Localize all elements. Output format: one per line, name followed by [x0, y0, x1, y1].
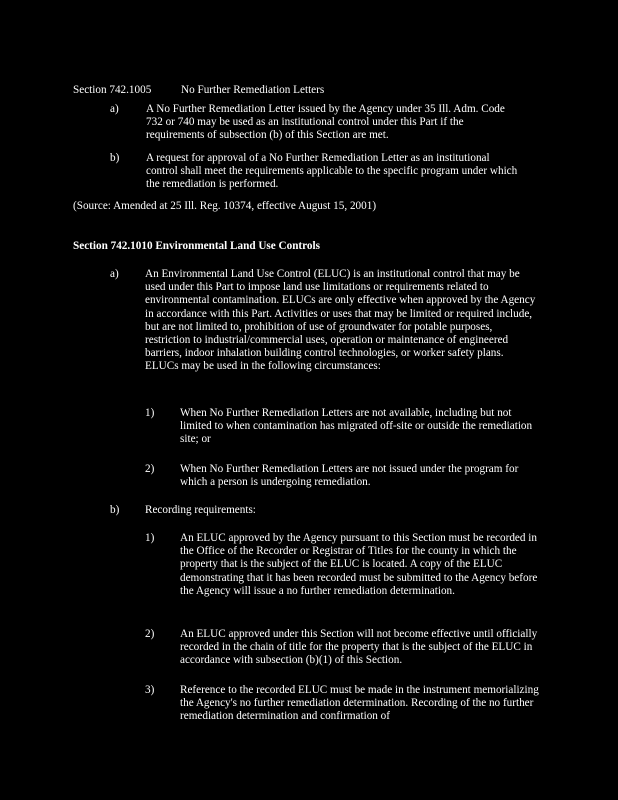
source-note: (Source: Amended at 25 Ill. Reg. 10374, effective August 15, 2001) — [73, 200, 377, 212]
section-1010-item-a — [110, 268, 540, 388]
subitem-text: An ELUC approved under this Section will not become effective until officially recorded in the chain of title for the property that is the subject of the ELUC in accordance with subsection (b)(1) of this Section. — [180, 628, 538, 667]
subitem-text: When No Further Remediation Letters are not issued under the program for which a person is undergoing remediation. — [180, 463, 519, 489]
section-1010-heading: Section 742.1010 Environmental Land Use Controls — [73, 240, 320, 252]
subitem-label: 2) — [145, 628, 155, 640]
item-label: b) — [110, 504, 120, 516]
item-text: A request for approval of a No Further Remediation Letter as an institutional control shall meet the requirements applicable to the specific program under which the remediation is performed. — [146, 152, 518, 191]
subitem-text: An ELUC approved by the Agency pursuant to this Section must be recorded in the Office of the Recorder or Registrar of Titles for the county in which the property that is the subject of the ELUC is located. A copy of the ELUC demonstrating that it has been recorded must be submitted to the Agency before the Agency will issue a no further remediation determination. — [180, 532, 538, 597]
item-label: a) — [110, 268, 119, 280]
item-label: b) — [110, 152, 120, 164]
section-1010-item-b — [110, 504, 540, 518]
subitem-label: 1) — [145, 407, 155, 419]
item-label: a) — [110, 103, 119, 115]
item-text: Recording requirements: — [145, 504, 256, 516]
section-1010-a-subitem-2 — [145, 463, 545, 491]
section-number: Section 742.1005 — [73, 84, 152, 96]
section-1010-b-subitem-3 — [145, 684, 545, 728]
subitem-label: 1) — [145, 532, 155, 544]
section-1005-item-a — [110, 103, 530, 143]
subitem-text: When No Further Remediation Letters are not available, including but not limited to when contamination has migrated off-site or outside the remediation site; or — [180, 407, 533, 446]
section-1005-item-b — [110, 152, 530, 192]
item-text: An Environmental Land Use Control (ELUC) is an institutional control that may be used under this Part to impose land use limitations or requirements related to environmental contamination. ELUCs are only effective when approved by the Agency in accordance with this Part. Activities or uses that may be limited or required include, but are not limited to, prohibition of use of groundwater for potable purposes, restriction to industrial/commercial uses, operation or maintenance of engineered barriers, indoor inhalation building control technologies, or worker safety plans. ELUCs may be used in the following circumstances: — [145, 268, 536, 373]
section-1010-b-subitem-1 — [145, 532, 545, 612]
section-1010-a-subitem-1 — [145, 407, 545, 447]
subitem-text: Reference to the recorded ELUC must be made in the instrument memorializing the Agency's no further remediation determination. Recording of the no further remediation determination and confirmation of — [180, 684, 539, 723]
subitem-label: 2) — [145, 463, 155, 475]
subitem-label: 3) — [145, 684, 155, 696]
section-1005-header — [73, 84, 513, 98]
section-1010-b-subitem-2 — [145, 628, 545, 668]
item-text: A No Further Remediation Letter issued by the Agency under 35 Ill. Adm. Code 732 or 740 may be used as an institutional control under this Part if the requirements of subsection (b) of this Section are met. — [146, 103, 505, 142]
section-title: No Further Remediation Letters — [181, 84, 325, 96]
